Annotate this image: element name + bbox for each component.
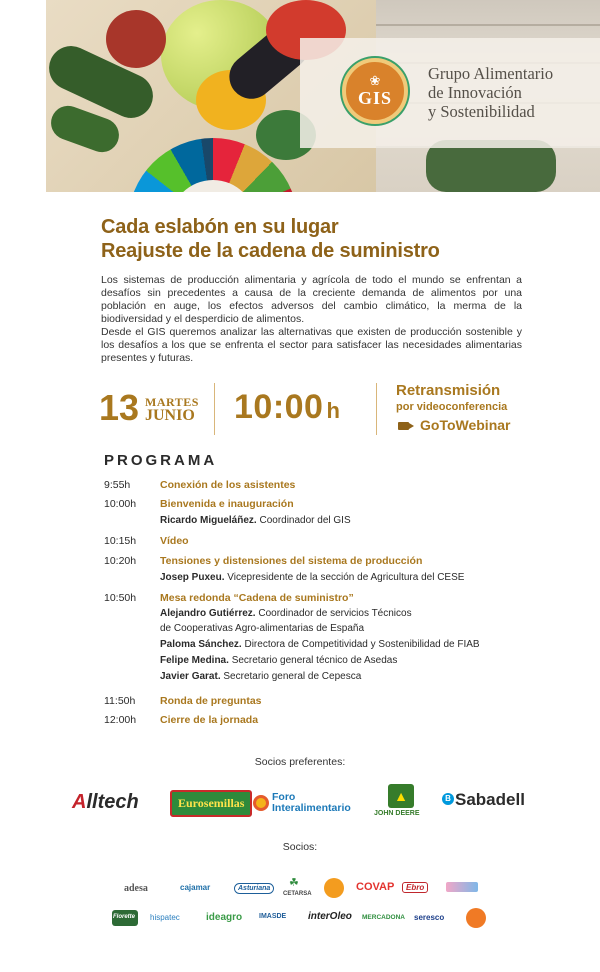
speaker-line: de Cooperativas Agro-alimentarias de España xyxy=(160,623,365,634)
florette-logo: Florette xyxy=(113,914,136,920)
event-weekday: MARTES xyxy=(145,395,199,409)
event-subtitle: Reajuste de la cadena de suministro xyxy=(101,240,440,262)
covap-logo: COVAP xyxy=(356,881,395,893)
partner-logo xyxy=(446,882,478,892)
cajamar-logo: cajamar xyxy=(180,883,211,892)
foro-interalimentario-logo: Foro Interalimentario xyxy=(272,791,351,814)
speaker-line: Paloma Sánchez. Directora de Competitividad y Sostenibilidad de FIAB xyxy=(160,639,480,650)
intro-paragraph: Desde el GIS queremos analizar las alternativas que existen de producción sostenible y los desafíos a los que se enfrenta el sector para satisfacer las necesidades alimentarias presentes y futuras. xyxy=(101,326,522,364)
hero-banner xyxy=(46,0,600,192)
preferred-partners-label: Socios preferentes: xyxy=(254,756,346,768)
sabadell-icon: B xyxy=(442,793,454,805)
programa-heading: PROGRAMA xyxy=(104,452,218,469)
ebro-logo: Ebro xyxy=(402,882,428,893)
event-title: Cada eslabón en su lugar xyxy=(101,216,339,238)
event-month: JUNIO xyxy=(145,407,195,424)
webinar-platform: GoToWebinar xyxy=(420,417,511,433)
cetarsa-logo: CETARSA xyxy=(283,891,312,897)
event-day: 13 xyxy=(99,387,140,428)
cetarsa-leaf-icon: ☘ xyxy=(289,877,299,889)
imasde-logo: IMASDE xyxy=(259,913,287,920)
gis-logo-text: GIS xyxy=(357,87,393,108)
intro-paragraph: Los sistemas de producción alimentaria y agrícola de todo el mundo se enfrentan a desafíos sin precedentes a causa de la creciente demanda de alimentos por una población en auge, los efectos adversos del cambio climático, la merma de la biodiversidad y el desperdicio de alimentos. xyxy=(101,274,522,325)
deer-icon: ▲ xyxy=(388,784,414,808)
hispatec-logo: hispatec xyxy=(150,913,180,922)
tomato-image xyxy=(106,10,166,68)
john-deere-logo: JOHN DEERE xyxy=(374,810,420,817)
divider xyxy=(214,383,215,435)
broadcast-title: Retransmisión xyxy=(396,382,501,399)
speaker-line: Ricardo Migueláñez. Coordinador del GIS xyxy=(160,515,351,526)
organization-name: Grupo Alimentario de Innovación y Sostenibilidad xyxy=(428,64,554,121)
speaker-line: Javier Garat. Secretario general de Cepesca xyxy=(160,671,362,682)
broadcast-subtitle: por videoconferencia xyxy=(396,401,508,413)
sabadell-logo: Sabadell xyxy=(455,790,525,809)
alltech-logo: Alltech xyxy=(72,791,139,813)
speaker-line: Felipe Medina. Secretario general técnico de Asedas xyxy=(160,655,398,666)
partner-badge-icon xyxy=(324,878,344,898)
foro-interalimentario-icon xyxy=(253,795,269,811)
mercadona-logo: MERCADONA xyxy=(362,914,405,921)
divider xyxy=(376,383,377,435)
speaker-line: Alejandro Gutiérrez. Coordinador de servicios Técnicos xyxy=(160,608,412,619)
leaf-icon: ❀ xyxy=(369,72,381,88)
asturiana-logo: Asturiana xyxy=(234,883,274,894)
video-camera-icon xyxy=(398,422,409,430)
adesa-logo: adesa xyxy=(124,883,148,894)
partners-label: Socios: xyxy=(282,841,318,853)
event-time: 10:00 h xyxy=(234,388,341,426)
ideagro-logo: ideagro xyxy=(206,912,243,923)
gis-logo xyxy=(342,58,408,124)
seresco-logo: seresco xyxy=(414,913,445,922)
interoleo-logo: interOleo xyxy=(308,911,352,922)
partner-badge-icon xyxy=(466,908,486,928)
speaker-line: Josep Puxeu. Vicepresidente de la sección de Agricultura del CESE xyxy=(160,572,465,583)
eurosemillas-logo: Eurosemillas xyxy=(170,790,252,817)
